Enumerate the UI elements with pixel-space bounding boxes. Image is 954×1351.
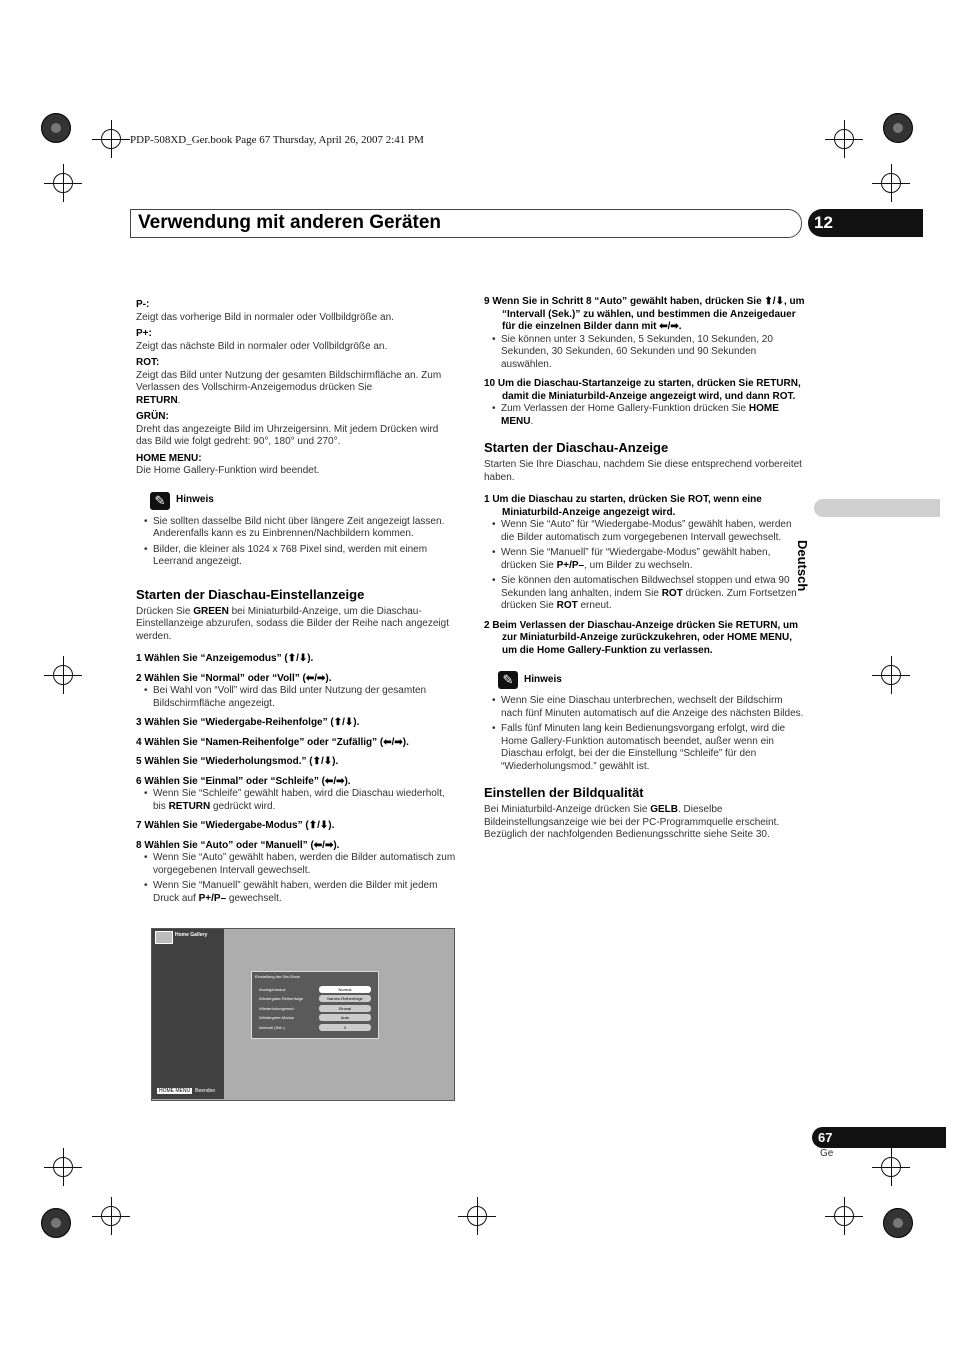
language-label: Deutsch: [795, 540, 810, 592]
step: 1 Wählen Sie “Anzeigemodus” (⬆/⬇).: [136, 653, 314, 664]
note-item: • Wenn Sie eine Diaschau unterbrechen, wechselt der Bildschirm nach fünf Minuten automatisch auf die Anzeige des nächsten Bildes.: [484, 695, 806, 720]
crop-mark: [101, 129, 121, 149]
label-gruen: GRÜN:: [136, 411, 169, 422]
text-p-minus: Zeigt das vorherige Bild in normaler oder Vollbildgröße an.: [136, 311, 394, 323]
print-registration-disk: [41, 1208, 71, 1238]
setting-row: Wiederholungsmod. Einmal: [257, 1005, 373, 1013]
label-p-minus: P-:: [136, 299, 150, 310]
step: 2 Wählen Sie “Normal” oder “Voll” (⬅/➡).: [136, 672, 332, 684]
step: 4 Wählen Sie “Namen-Reihenfolge” oder “Zufällig” (⬅/➡).: [136, 736, 409, 748]
section-text: Bei Miniaturbild-Anzeige drücken Sie GELB. Dieselbe Bildeinstellungsanzeige wie bei der PC-Programmquelle erscheint. Bezüglich der nachfolgenden Bedienungsschritte siehe Seite 30.: [484, 804, 780, 840]
label-home-menu: HOME MENU:: [136, 452, 202, 464]
step-note: • Wenn Sie “Manuell” gewählt haben, werden die Bilder mit jedem Druck auf P+/P– gewechselt.: [136, 880, 456, 905]
crop-mark: [53, 1157, 73, 1177]
gallery-icon: [155, 931, 173, 944]
crop-mark: [834, 129, 854, 149]
crop-mark: [53, 173, 73, 193]
left-column: [136, 295, 456, 905]
right-column: [484, 296, 806, 842]
section-title: Starten der Diaschau-Einstellanzeige: [136, 586, 365, 602]
text-home-menu: Die Home Gallery-Funktion wird beendet.: [136, 465, 320, 476]
screen-sidebar: [152, 943, 224, 1099]
note-item: • Sie sollten dasselbe Bild nicht über längere Zeit angezeigt lassen. Anderenfalls kann es zu Einbrennen/Nachbildern kommen.: [136, 516, 456, 541]
label-p-plus: P+:: [136, 328, 152, 339]
step-note: • Sie können den automatischen Bildwechsel stoppen und etwa 90 Sekunden lang anhalten, indem Sie ROT drücken. Zum Fortsetzen drücken Sie ROT erneut.: [484, 575, 806, 613]
crop-mark: [53, 665, 73, 685]
note-pencil-icon: ✎: [150, 492, 170, 510]
page-number: 67: [818, 1130, 833, 1145]
step: 1 Um die Diaschau zu starten, drücken Sie ROT, wenn eine Miniaturbild-Anzeige angezeigt wird.: [484, 494, 762, 518]
step-note: • Wenn Sie “Manuell” für “Wiedergabe-Modus” gewählt haben, drücken Sie P+/P–, um Bilder zu wechseln.: [484, 547, 806, 572]
section-title: Einstellen der Bildqualität: [484, 785, 644, 800]
note-heading: ✎ Hinweis: [150, 492, 456, 510]
setting-row: Anzeigemodus Normal: [257, 986, 373, 994]
step: 5 Wählen Sie “Wiederholungsmod.” (⬆/⬇).: [136, 756, 339, 767]
step: 10 Um die Diaschau-Startanzeige zu starten, drücken Sie RETURN, damit die Miniaturbild-Anzeige angezeigt wird, und dann ROT.: [484, 378, 801, 402]
dialog-title: Einstellung der Dia-Show: [255, 974, 300, 979]
step: 3 Wählen Sie “Wiedergabe-Reihenfolge” (⬆/⬇).: [136, 717, 360, 728]
crop-mark: [834, 1206, 854, 1226]
file-info: PDP-508XD_Ger.book Page 67 Thursday, April 26, 2007 2:41 PM: [130, 134, 424, 146]
chapter-number: 12: [814, 213, 833, 232]
screen-title: Home Gallery: [175, 932, 208, 938]
note-heading: ✎ Hinweis: [498, 671, 806, 689]
note-item: • Falls fünf Minuten lang kein Bedienungsvorgang erfolgt, wird die Home Gallery-Funktion automatisch beendet, außer wenn ein Diaschau erfolgt, bei der die Einstellung “Schleife” für den “Wiederholungsmod.” gewählt ist.: [484, 723, 806, 773]
step: 7 Wählen Sie “Wiedergabe-Modus” (⬆/⬇).: [136, 820, 335, 831]
step-note: • Wenn Sie “Auto” für “Wiedergabe-Modus” gewählt haben, werden die Bilder automatisch zum vorgegebenen Intervall gewechselt.: [484, 519, 806, 544]
language-tab: [814, 499, 940, 517]
setting-row: Wiedergabe-Reihenfolge Namen-Reihenfolge: [257, 995, 373, 1003]
step: 2 Beim Verlassen der Diaschau-Anzeige drücken Sie RETURN, um zur Miniaturbild-Anzeige zurückzukehren, oder HOME MENU, um die Home Gallery-Funktion zu verlassen.: [484, 619, 798, 656]
step-note: • Sie können unter 3 Sekunden, 5 Sekunden, 10 Sekunden, 20 Sekunden, 30 Sekunden, 60 Sekunden und 90 Sekunden auswählen.: [484, 334, 806, 372]
section-intro: Drücken Sie GREEN bei Miniaturbild-Anzeige, um die Diaschau-Einstellanzeige abzurufen, sodass die Bilder der Reihe nach angezeigt werden.: [136, 605, 449, 642]
page-language-code: Ge: [820, 1148, 834, 1159]
section-intro: Starten Sie Ihre Diaschau, nachdem Sie diese entsprechend vorbereitet haben.: [484, 459, 802, 483]
step-note: • Wenn Sie “Schleife” gewählt haben, wird die Diaschau wiederholt, bis RETURN gedrückt wird.: [136, 788, 456, 813]
step-note: • Wenn Sie “Auto” gewählt haben, werden die Bilder automatisch zum vorgegebenen Intervall gewechselt.: [136, 852, 456, 877]
crop-mark: [881, 665, 901, 685]
print-registration-disk: [883, 113, 913, 143]
print-registration-disk: [883, 1208, 913, 1238]
label-rot: ROT:: [136, 357, 160, 368]
screen-footer: HOME MENU Beenden: [159, 1088, 216, 1094]
step-note: • Bei Wahl von “Voll” wird das Bild unter Nutzung der gesamten Bildschirmfläche angezeigt.: [136, 685, 456, 710]
setting-row: Wiedergabe-Modus Auto: [257, 1014, 373, 1022]
step: 6 Wählen Sie “Einmal” oder “Schleife” (⬅/➡).: [136, 775, 351, 787]
crop-mark: [881, 173, 901, 193]
page-title: Verwendung mit anderen Geräten: [138, 212, 442, 233]
step: 9 Wenn Sie in Schritt 8 “Auto” gewählt haben, drücken Sie ⬆/⬇, um “Intervall (Sek.)” zu wählen, und bestimmen die Anzeigedauer für die einzelnen Bilder dann mit ⬅/➡.: [484, 296, 805, 332]
text-rot: Zeigt das Bild unter Nutzung der gesamten Bildschirmfläche an. Zum Verlassen des Vollschirm-Anzeigemodus drücken Sie RETURN.: [136, 369, 442, 406]
crop-mark: [881, 1157, 901, 1177]
step: 8 Wählen Sie “Auto” oder “Manuell” (⬅/➡).: [136, 839, 340, 851]
crop-mark: [101, 1206, 121, 1226]
crop-mark: [467, 1206, 487, 1226]
section-title: Starten der Diaschau-Anzeige: [484, 440, 669, 455]
text-gruen: Dreht das angezeigte Bild im Uhrzeigersinn. Mit jedem Drücken wird das Bild wie folgt gedreht: 90°, 180° und 270°.: [136, 423, 439, 447]
slideshow-settings-dialog: [251, 971, 379, 1039]
screen-illustration: [151, 928, 455, 1101]
print-registration-disk: [41, 113, 71, 143]
step-note: • Zum Verlassen der Home Gallery-Funktion drücken Sie HOME MENU.: [484, 403, 806, 428]
note-item: • Bilder, die kleiner als 1024 x 768 Pixel sind, werden mit einem Leerrand angezeigt.: [136, 544, 456, 569]
text-p-plus: Zeigt das nächste Bild in normaler oder Vollbildgröße an.: [136, 340, 388, 352]
note-pencil-icon: ✎: [498, 671, 518, 689]
setting-row: Intervall (Sek.) 3: [257, 1024, 373, 1032]
